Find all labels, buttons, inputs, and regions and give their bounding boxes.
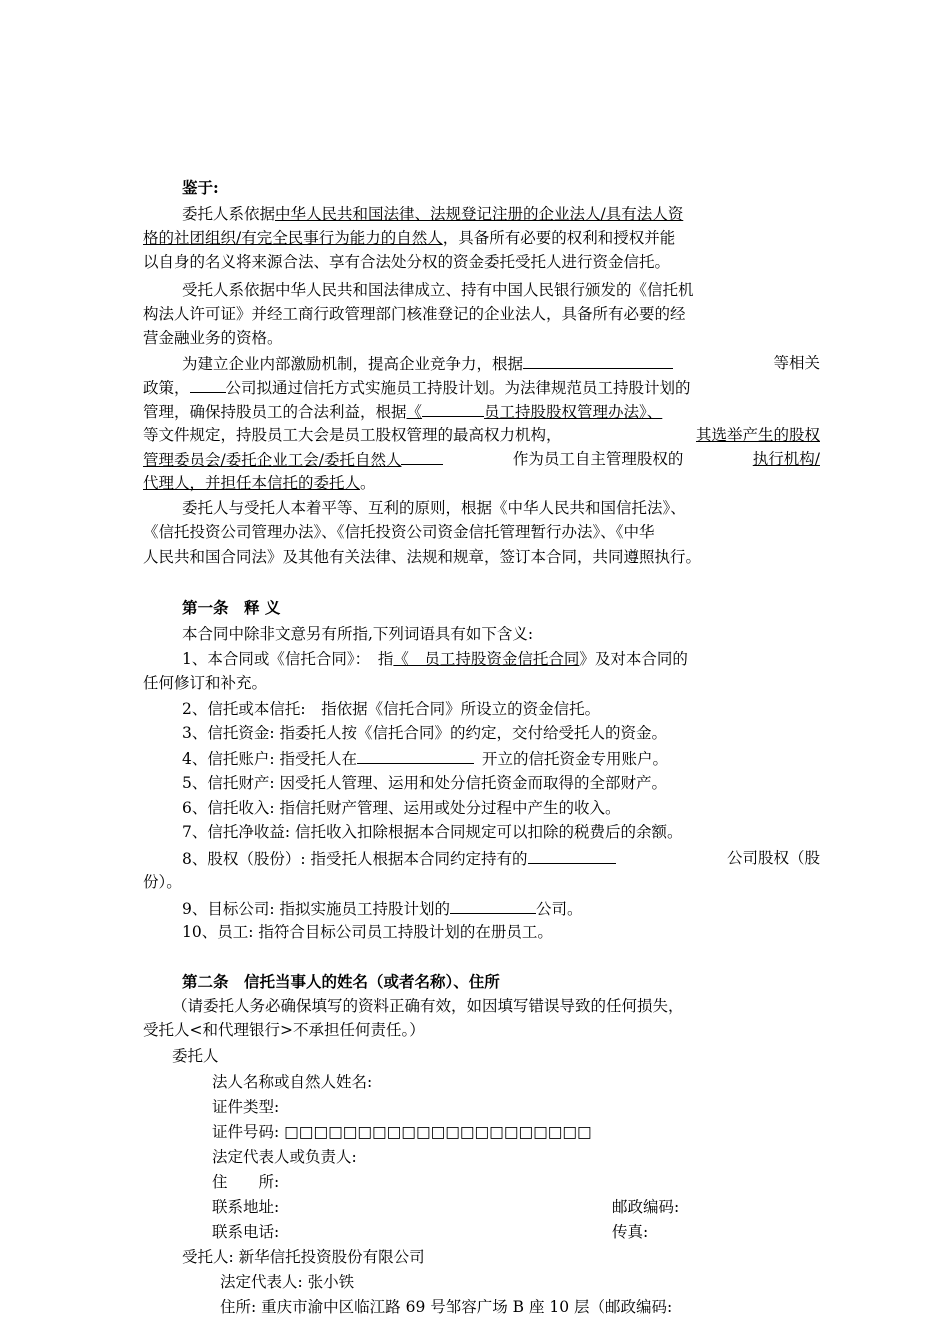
whereas-heading: 鉴于:: [182, 178, 219, 197]
text-span: 政策，: [143, 379, 190, 397]
trustee-address: 住所: 重庆市渝中区临江路 69 号邹容广场 B 座 10 层（邮政编码:: [220, 1298, 673, 1316]
article2-title: 第二条 信托当事人的姓名（或者名称）、住所: [182, 972, 500, 991]
text-span: 公司拟通过信托方式实施员工持股计划。为法律规范员工持股计划的: [225, 379, 691, 397]
underlined-span: 其选举产生的股权: [695, 426, 820, 444]
text-span: 作为员工自主管理股权的: [512, 450, 684, 468]
underlined-span: 管理委员会/委托企业工会/委托自然人: [143, 451, 402, 469]
article1-intro: 本合同中除非文意另有所指,下列词语具有如下含义:: [182, 625, 534, 643]
underlined-span: 格的社团组织/有完全民事行为能力的自然人: [143, 229, 443, 247]
principal-address-field: 住 所:: [212, 1173, 280, 1191]
definition-3: 3、信托资金: 指委托人按《信托合同》的约定，交付给受托人的资金。: [182, 724, 668, 742]
text-span: 。: [360, 474, 376, 492]
blank-underline: [357, 748, 474, 764]
whereas-p1-line3: 以自身的名义将来源合法、享有合法处分权的资金委托受托人进行资金信托。: [143, 253, 671, 271]
definition-2: 2、信托或本信托: 指依据《信托合同》所设立的资金信托。: [182, 700, 601, 718]
whereas-p3-line4: [143, 425, 820, 445]
definition-8-line2: 份）。: [143, 873, 182, 891]
trustee-representative: 法定代表人: 张小铁: [220, 1273, 355, 1291]
whereas-p3-line3: [143, 401, 662, 422]
blank-underline: [523, 353, 673, 369]
principal-contact-address-field: 联系地址:: [212, 1198, 280, 1216]
principal-fax-field: 传真:: [612, 1223, 649, 1241]
whereas-p4-line1: 委托人与受托人本着平等、互利的原则，根据《中华人民共和国信托法》、: [182, 499, 686, 517]
text-span: 等相关: [773, 354, 820, 372]
whereas-p1-line1: [182, 204, 820, 224]
text-span: 公司。: [536, 900, 583, 918]
whereas-p3-line5: [143, 449, 820, 470]
text-span: ，具备所有必要的权利和授权并能: [442, 229, 676, 247]
definition-9: [182, 898, 583, 919]
principal-phone-field: 联系电话:: [212, 1223, 280, 1241]
whereas-p2-line3: 营金融业务的资格。: [143, 329, 283, 347]
whereas-p4-line3: 人民共和国合同法》及其他有关法律、法规和规章，签订本合同，共同遵照执行。: [143, 548, 702, 566]
text-span: 9、目标公司: 指拟实施员工持股计划的: [182, 900, 451, 918]
text-span: 》及对本合同的: [579, 650, 688, 668]
principal-representative-field: 法定代表人或负责人:: [212, 1148, 357, 1166]
article1-title: 第一条 释 义: [182, 598, 281, 617]
definition-5: 5、信托财产: 因受托人管理、运用和处分信托资金而取得的全部财产。: [182, 774, 668, 792]
underlined-span: 员工持股股权管理办法》、: [484, 403, 663, 421]
whereas-p3-line1: [182, 353, 820, 374]
definition-10: 10、员工: 指符合目标公司员工持股计划的在册员工。: [182, 923, 553, 941]
trustee-label: 受托人: 新华信托投资股份有限公司: [182, 1248, 425, 1266]
definition-8: [182, 848, 820, 869]
text-span: 开立的信托资金专用账户。: [482, 750, 669, 768]
text-span: 公司股权（股: [726, 849, 820, 867]
underlined-span: 《: [406, 403, 423, 421]
blank-underline: [450, 898, 536, 914]
underlined-span: 中华人民共和国法律、法规登记注册的企业法人/具有法人资: [275, 205, 684, 223]
whereas-p3-line6: [143, 473, 376, 493]
text-span: 委托人系依据: [182, 205, 276, 223]
text-span: 等文件规定，持股员工大会是员工股权管理的最高权力机构，: [143, 426, 562, 444]
definition-6: 6、信托收入: 指信托财产管理、运用或处分过程中产生的收入。: [182, 799, 621, 817]
blank-underline: [401, 449, 443, 465]
principal-postcode-field: 邮政编码:: [612, 1198, 680, 1216]
principal-id-type-field: 证件类型:: [212, 1098, 280, 1116]
article2-note-line2: 受托人<和代理银行>不承担任何责任。）: [143, 1021, 425, 1039]
text-span: 为建立企业内部激励机制，提高企业竞争力，根据: [182, 355, 524, 373]
whereas-p3-line2: [143, 377, 691, 398]
whereas-p2-line1: 受托人系依据中华人民共和国法律成立、持有中国人民银行颁发的《信托机: [182, 281, 694, 299]
definition-4: [182, 748, 668, 769]
underlined-span: 执行机构/: [752, 450, 820, 468]
definition-7: 7、信托净收益: 信托收入扣除根据本合同规定可以扣除的税费后的余额。: [182, 823, 683, 841]
text-span: 管理，确保持股员工的合法利益，根据: [143, 403, 407, 421]
text-span: 1、本合同或《信托合同》： 指: [182, 650, 394, 668]
principal-label: 委托人: [172, 1047, 219, 1065]
whereas-p2-line2: 构法人许可证》并经工商行政管理部门核准登记的企业法人，具备所有必要的经: [143, 305, 686, 323]
article2-note-line1: （请委托人务必确保填写的资料正确有效，如因填写错误导致的任何损失，: [172, 997, 684, 1015]
definition-1: [182, 649, 688, 669]
whereas-p1-line2: [143, 228, 820, 248]
text-span: 4、信托账户: 指受托人在: [182, 750, 358, 768]
whereas-p4-line2: 《信托投资公司管理办法》、《信托投资公司资金信托管理暂行办法》、《中华: [143, 523, 655, 541]
text-span: 8、股权（股份）: 指受托人根据本合同约定持有的: [182, 850, 528, 868]
underlined-span: 《 员工持股资金信托合同: [393, 650, 580, 668]
blank-underline: [528, 848, 616, 864]
principal-name-field: 法人名称或自然人姓名:: [212, 1073, 373, 1091]
blank-underline: [190, 377, 226, 393]
definition-1-line2: 任何修订和补充。: [143, 674, 268, 692]
underlined-span: 代理人，并担任本信托的委托人: [143, 474, 361, 492]
blank-underline: [422, 401, 484, 417]
principal-id-number-field: 证件号码: □□□□□□□□□□□□□□□□□□□□□: [212, 1123, 592, 1141]
